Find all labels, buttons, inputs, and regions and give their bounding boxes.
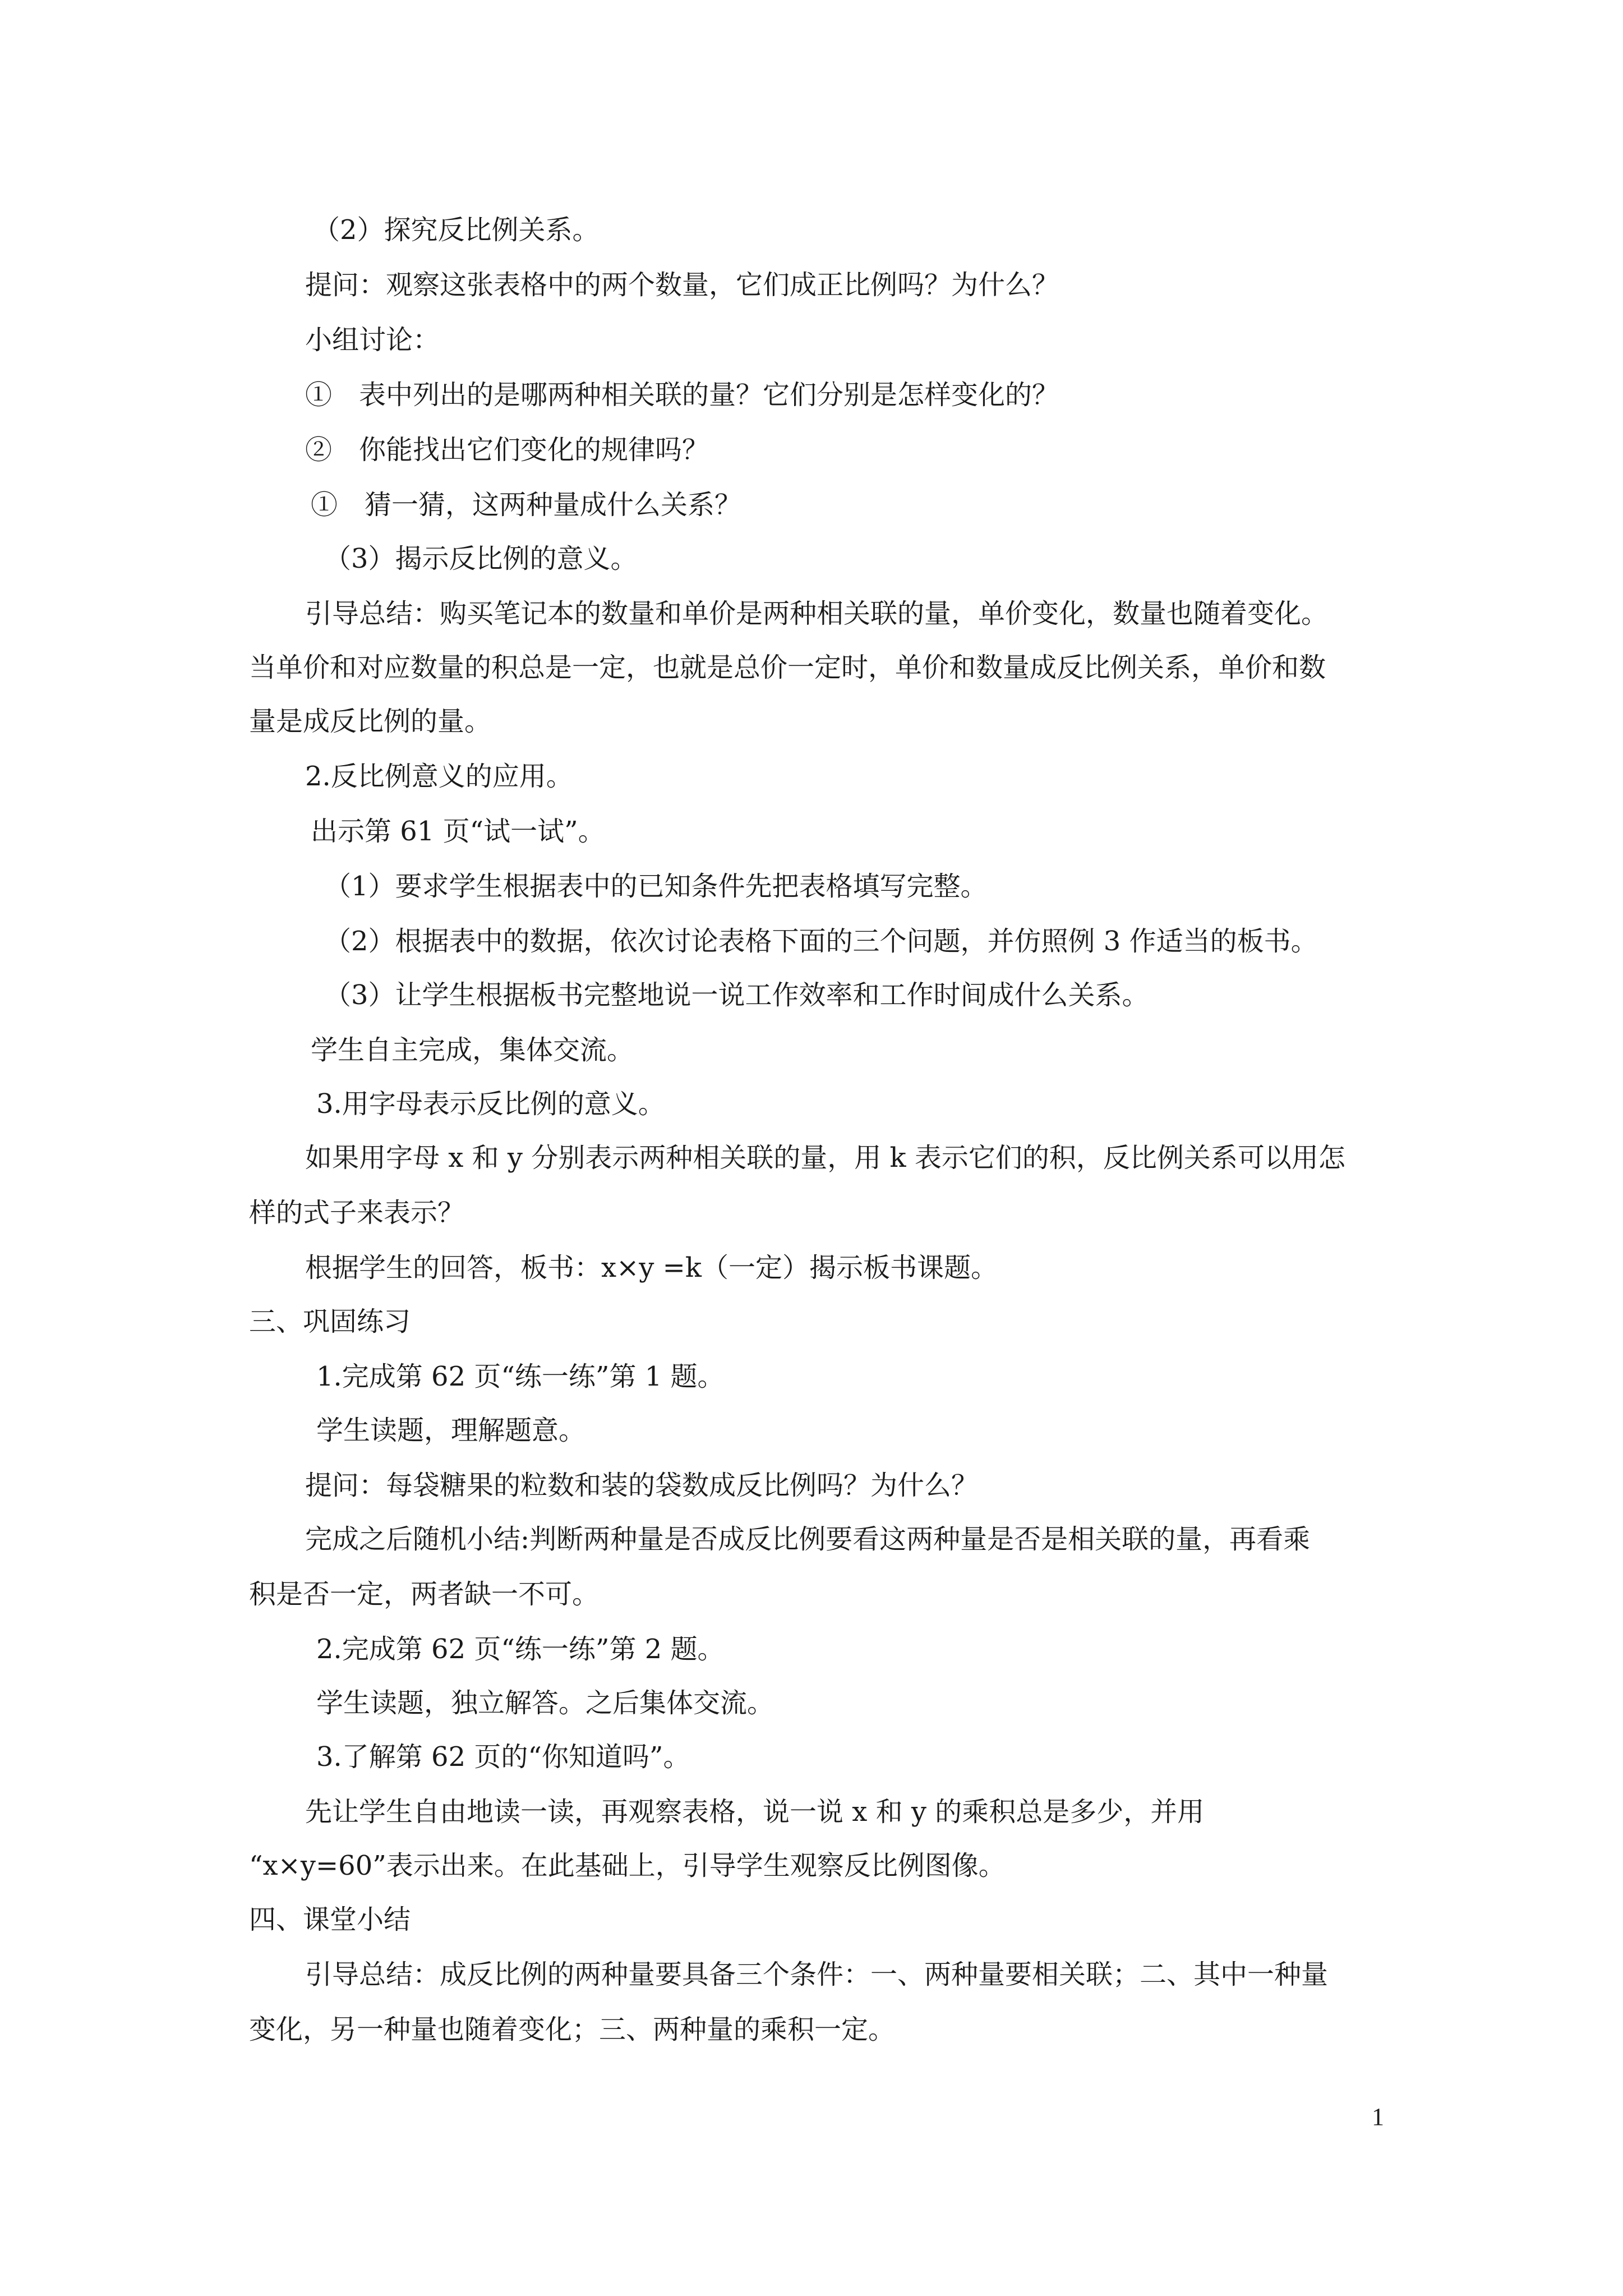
text-line: 小组讨论： — [305, 324, 440, 356]
text-line: ① 猜一猜，这两种量成什么关系？ — [311, 489, 742, 521]
text-line: 当单价和对应数量的积总是一定，也就是总价一定时，单价和数量成反比例关系，单价和数 — [249, 652, 1326, 683]
text-line: （1）要求学生根据表中的已知条件先把表格填写完整。 — [324, 871, 988, 902]
text-line: （3）让学生根据板书完整地说一说工作效率和工作时间成什么关系。 — [324, 979, 1149, 1011]
text-line: 学生读题，理解题意。 — [316, 1415, 586, 1446]
text-line: 2.完成第 62 页“练一练”第 2 题。 — [316, 1634, 725, 1665]
text-line: ① 表中列出的是哪两种相关联的量？它们分别是怎样变化的？ — [305, 379, 1059, 411]
text-line: 学生自主完成，集体交流。 — [311, 1034, 634, 1066]
text-line: 如果用字母 x 和 y 分别表示两种相关联的量，用 k 表示它们的积，反比例关系可以用怎 — [305, 1142, 1345, 1174]
section-heading: 三、巩固练习 — [249, 1306, 411, 1337]
text-line: 变化，另一种量也随着变化；三、两种量的乘积一定。 — [249, 2014, 896, 2045]
text-line: 先让学生自由地读一读，再观察表格，说一说 x 和 y 的乘积总是多少，并用 — [305, 1796, 1205, 1828]
text-line: （2）探究反比例关系。 — [313, 214, 600, 246]
text-line: 3.了解第 62 页的“你知道吗”。 — [316, 1741, 690, 1773]
text-line: （3）揭示反比例的意义。 — [324, 543, 638, 574]
text-line: ② 你能找出它们变化的规律吗？ — [305, 434, 709, 466]
text-line: 提问：每袋糖果的粒数和装的袋数成反比例吗？为什么？ — [305, 1470, 979, 1501]
text-line: 样的式子来表示？ — [249, 1197, 465, 1228]
text-line: 引导总结：购买笔记本的数量和单价是两种相关联的量，单价变化，数量也随着变化。 — [305, 598, 1329, 629]
section-heading: 四、课堂小结 — [249, 1904, 411, 1935]
page-number: 1 — [1372, 2103, 1384, 2131]
text-line: 3.用字母表示反比例的意义。 — [316, 1088, 665, 1120]
text-line: （2）根据表中的数据，依次讨论表格下面的三个问题，并仿照例 3 作适当的板书。 — [324, 926, 1318, 957]
text-line: 引导总结：成反比例的两种量要具备三个条件：一、两种量要相关联；二、其中一种量 — [305, 1959, 1329, 1990]
text-line: 学生读题，独立解答。之后集体交流。 — [316, 1687, 774, 1719]
text-line: “x×y=60”表示出来。在此基础上，引导学生观察反比例图像。 — [249, 1850, 1006, 1881]
text-line: 量是成反比例的量。 — [249, 706, 492, 737]
text-line: 提问：观察这张表格中的两个数量，它们成正比例吗？为什么？ — [305, 269, 1059, 301]
text-line: 出示第 61 页“试一试”。 — [311, 816, 605, 847]
text-line: 完成之后随机小结:判断两种量是否成反比例要看这两种量是否是相关联的量，再看乘 — [305, 1524, 1311, 1555]
text-line: 积是否一定，两者缺一不可。 — [249, 1579, 600, 1610]
text-line: 1.完成第 62 页“练一练”第 1 题。 — [316, 1361, 725, 1392]
text-line: 根据学生的回答，板书：x×y =k（一定）揭示板书课题。 — [305, 1252, 998, 1283]
text-line: 2.反比例意义的应用。 — [305, 761, 573, 792]
